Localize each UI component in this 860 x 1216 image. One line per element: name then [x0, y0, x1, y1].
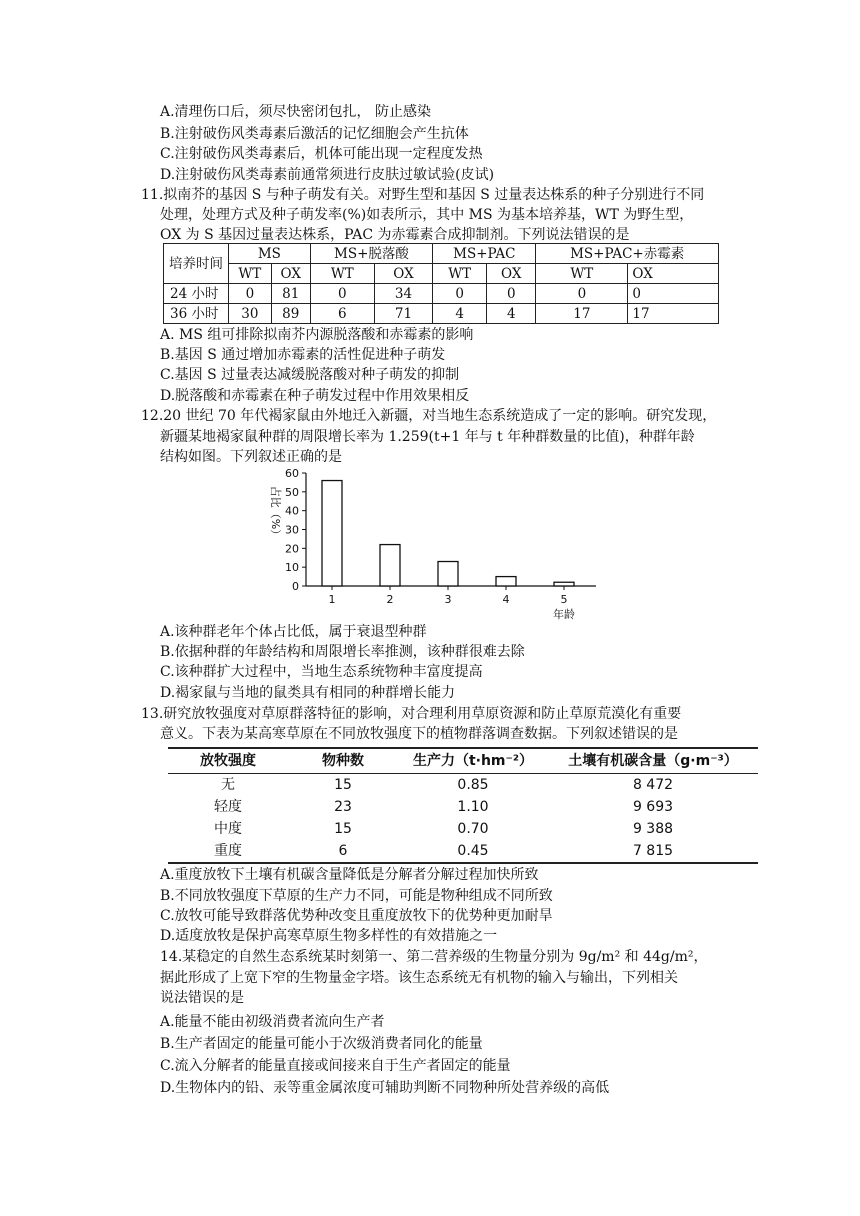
q10-option-c: C.注射破伤风类毒素后，机体可能出现一定程度发热 [160, 146, 483, 162]
bar [554, 582, 574, 586]
group-header: MS+PAC [433, 244, 536, 264]
table-cell: 7 815 [548, 840, 758, 863]
table-cell: 无 [221, 777, 235, 793]
sub-header: OX [374, 264, 432, 284]
q10-option-a: A.清理伤口后，须尽快密闭包扎， 防止感染 [160, 104, 432, 120]
column-header: 生产力（t·hm⁻²） [398, 748, 548, 774]
table-row [168, 796, 758, 818]
q11-stem-line-3: OX 为 S 基因过量表达株系，PAC 为赤霉素合成抑制剂。下列说法错误的是 [160, 227, 630, 243]
table-cell: 30 [229, 304, 272, 324]
bar [496, 577, 516, 586]
table-cell: 15 [334, 821, 352, 837]
table-cell: 23 [334, 799, 352, 815]
table-cell: 6 [310, 304, 374, 324]
table-cell: 15 [334, 777, 352, 793]
table-cell: 0.85 [457, 777, 489, 793]
table-cell: 轻度 [214, 799, 242, 815]
table-row-header: 培养时间 [164, 244, 229, 284]
y-tick-label: 0 [292, 580, 299, 593]
row-label: 36 小时 [164, 304, 229, 324]
y-tick-label: 20 [285, 542, 299, 556]
q13-grazing-table [168, 747, 758, 864]
q14-stem-line-3: 说法错误的是 [160, 990, 244, 1006]
table-cell: 4 [433, 304, 487, 324]
table-cell: 0 [310, 284, 374, 304]
bar [438, 562, 458, 586]
sub-header: OX [487, 264, 536, 284]
sub-header: WT [536, 264, 628, 284]
q11-stem-line-2: 处理，处理方式及种子萌发率(%)如表所示，其中 MS 为基本培养基，WT 为野生型， [160, 207, 694, 223]
sub-header: WT [229, 264, 272, 284]
table-row [168, 840, 758, 863]
table-cell: 0 [628, 284, 719, 304]
sub-header: WT [433, 264, 487, 284]
q14-option-d: D.生物体内的铅、汞等重金属浓度可辅助判断不同物种所处营养级的高低 [160, 1080, 610, 1096]
table-cell: 9 388 [632, 821, 674, 837]
y-tick-label: 60 [285, 467, 299, 480]
table-cell: 6 [288, 840, 398, 863]
q13-option-b: B.不同放牧强度下草原的生产力不同，可能是物种组成不同所致 [160, 888, 553, 904]
y-tick-label: 40 [285, 504, 299, 518]
q13-option-d: D.适度放牧是保护高寒草原生物多样性的有效措施之一 [160, 928, 498, 944]
x-tick-label: 1 [328, 593, 336, 606]
sub-header: OX [628, 264, 719, 284]
x-tick-label: 3 [444, 593, 452, 606]
q11-option-c: C.基因 S 过量表达减缓脱落酸对种子萌发的抑制 [160, 367, 460, 383]
q10-option-b: B.注射破伤风类毒素后激活的记忆细胞会产生抗体 [160, 126, 469, 142]
x-tick-label: 5 [560, 593, 568, 606]
q13-stem-line-2: 意义。下表为某高寒草原在不同放牧强度下的植物群落调查数据。下列叙述错误的是 [160, 726, 678, 742]
table-cell: 0 [487, 284, 536, 304]
y-tick-label: 30 [285, 523, 299, 537]
table-row [168, 774, 758, 797]
table-cell: 0 [229, 284, 272, 304]
q12-option-c: C.该种群扩大过程中，当地生态系统物种丰富度提高 [160, 664, 483, 680]
q13-option-a: A.重度放牧下土壤有机碳含量降低是分解者分解过程加快所致 [160, 867, 539, 883]
group-header: MS+脱落酸 [310, 244, 432, 264]
table-row [164, 284, 719, 304]
q14-option-c: C.流入分解者的能量直接或间接来自于生产者固定的能量 [160, 1058, 511, 1074]
sub-header: WT [310, 264, 374, 284]
q14-option-a: A.能量不能由初级消费者流向生产者 [160, 1014, 385, 1030]
x-axis-label: 年龄 [553, 608, 575, 621]
column-header: 土壤有机碳含量（g·m⁻³） [548, 748, 758, 774]
sub-header: OX [271, 264, 310, 284]
q13-option-c: C.放牧可能导致群落优势种改变且重度放牧下的优势种更加耐旱 [160, 908, 553, 924]
q11-stem-line-1: 11.拟南芥的基因 S 与种子萌发有关。对野生型和基因 S 过量表达株系的种子分别进行不同 [141, 187, 705, 203]
table-cell: 0.70 [457, 821, 489, 837]
q13-stem-line-1: 13.研究放牧强度对草原群落特征的影响，对合理利用草原资源和防止草原荒漠化有重要 [141, 706, 682, 722]
age-structure-bar-chart [258, 462, 598, 622]
table-cell: 4 [487, 304, 536, 324]
row-label: 24 小时 [164, 284, 229, 304]
group-header: MS+PAC+赤霉素 [536, 244, 719, 264]
table-cell: 89 [271, 304, 310, 324]
q11-option-b: B.基因 S 通过增加赤霉素的活性促进种子萌发 [160, 347, 446, 363]
y-axis-label: 占比（%） [269, 485, 282, 541]
table-cell: 34 [374, 284, 432, 304]
q12-option-a: A.该种群老年个体占比低，属于衰退型种群 [160, 624, 427, 640]
q12-stem-line-1: 12.20 世纪 70 年代褐家鼠由外地迁入新疆，对当地生态系统造成了一定的影响。研究发现， [141, 408, 717, 424]
q11-option-d: D.脱落酸和赤霉素在种子萌发过程中作用效果相反 [160, 388, 470, 404]
q14-stem-line-1: 14.某稳定的自然生态系统某时刻第一、第二营养级的生物量分别为 9g/m² 和 44g/m²， [160, 949, 708, 965]
q12-stem-line-3: 结构如图。下列叙述正确的是 [160, 449, 342, 465]
table-cell: 重度 [168, 840, 288, 863]
table-cell: 17 [628, 304, 719, 324]
q11-germination-table [163, 243, 719, 324]
table-cell: 0.45 [398, 840, 548, 863]
table-cell: 71 [374, 304, 432, 324]
q14-stem-line-2: 据此形成了上宽下窄的生物量金字塔。该生态系统无有机物的输入与输出，下列相关 [160, 970, 678, 986]
q12-option-d: D.褐家鼠与当地的鼠类具有相同的种群增长能力 [160, 685, 456, 701]
group-header: MS [229, 244, 311, 264]
table-row [164, 304, 719, 324]
table-cell: 81 [271, 284, 310, 304]
q14-option-b: B.生产者固定的能量可能小于次级消费者同化的能量 [160, 1036, 483, 1052]
table-cell: 1.10 [457, 799, 489, 815]
q12-stem-line-2: 新疆某地褐家鼠种群的周限增长率为 1.259(t+1 年与 t 年种群数量的比值)，种群年龄 [160, 429, 695, 445]
column-header: 物种数 [288, 748, 398, 774]
table-cell: 中度 [214, 821, 242, 837]
y-tick-label: 10 [285, 561, 299, 575]
q12-option-b: B.依据种群的年龄结构和周限增长率推测，该种群很难去除 [160, 644, 525, 660]
y-tick-label: 50 [285, 485, 299, 499]
table-cell: 17 [536, 304, 628, 324]
column-header: 放牧强度 [168, 748, 288, 774]
x-tick-label: 2 [386, 593, 394, 606]
q11-option-a: A. MS 组可排除拟南芥内源脱落酸和赤霉素的影响 [160, 327, 474, 343]
table-cell: 9 693 [632, 799, 674, 815]
bar [322, 481, 342, 586]
table-row [168, 818, 758, 840]
table-cell: 8 472 [632, 777, 674, 793]
table-cell: 0 [536, 284, 628, 304]
x-tick-label: 4 [502, 593, 510, 606]
table-cell: 0 [433, 284, 487, 304]
q10-option-d: D.注射破伤风类毒素前通常须进行皮肤过敏试验(皮试) [160, 167, 495, 183]
bar [380, 545, 400, 586]
